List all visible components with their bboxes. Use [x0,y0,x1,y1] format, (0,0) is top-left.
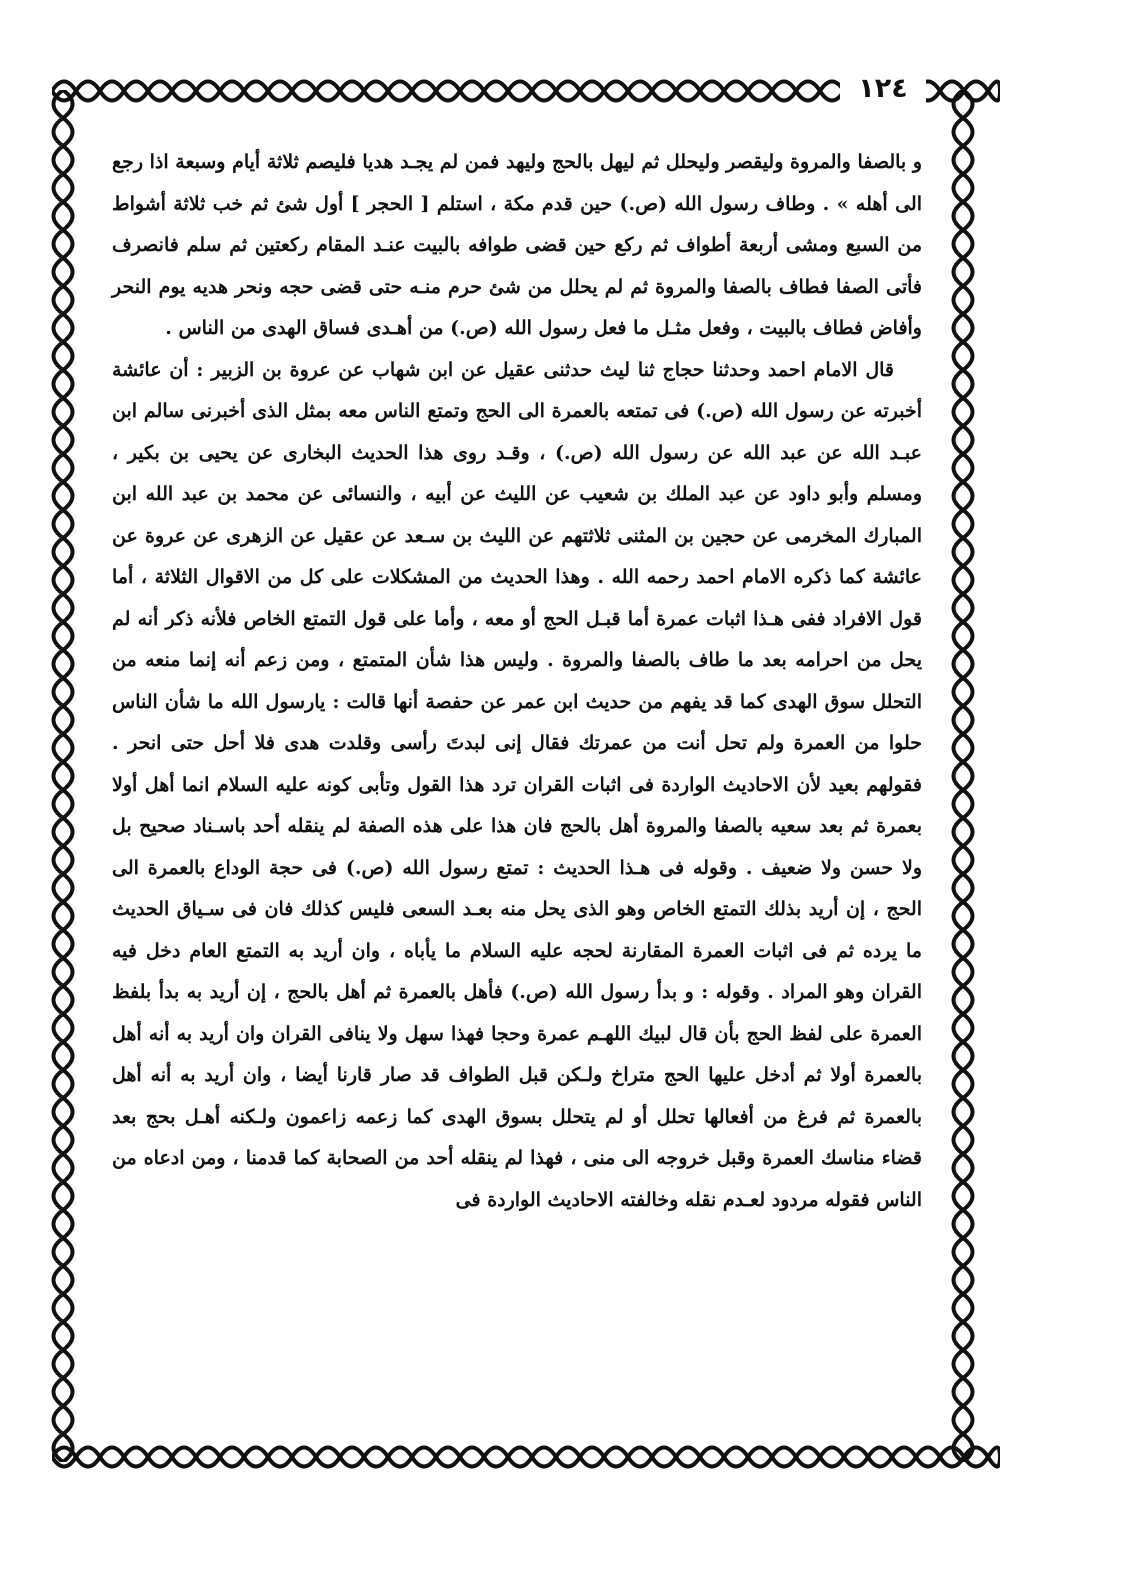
chain-border-bottom-icon [52,1434,1000,1480]
decorative-border-left [40,90,86,1462]
paragraph-1: و بالصفا والمروة وليقصر وليحلل ثم ليهل بالحج وليهد فمن لم يجـد هديا فليصم ثلاثة أيام وسبعة اذا رجع الى أهله » . وطاف رسول الله (ص.) حين قدم مكة ، استلم [ الحجر ] أول شئ ثم خب ثلاثة أشواط من السبع ومشى أربعة أطواف ثم ركع حين قضى طوافه بالبيت عنـد المقام ركعتين ثم سلم فانصرف فأتى الصفا فطاف بالصفا والمروة ثم لم يحلل من شئ حرم منـه حتى قضى حجه ونحر هديه يوم النحر وأفاض فطاف بالبيت ، وفعل مثـل ما فعل رسول الله (ص.) من أهـدى فساق الهدى من الناس . [112,151,922,339]
page-number: ١٢٤ [858,72,908,104]
page-body [112,142,922,1432]
chain-border-right-icon [940,90,986,1462]
paragraph-2: قال الامام احمد وحدثنا حجاج ثنا ليث حدثنى عقيل عن ابن شهاب عن عروة بن الزبير : أن عائشة أخبرته عن رسول الله (ص.) فى تمتعه بالعمرة الى الحج وتمتع الناس معه بمثل الذى أخبرنى سالم ابن عبـد الله عن عبد الله عن رسول الله (ص.) ، وقـد روى هذا الحديث البخارى عن يحيى بن بكير ، ومسلم وأبو داود عن عبد الملك بن شعيب عن الليث عن أبيه ، والنسائى عن محمد بن عبد الله ابن المبارك المخرمى عن حجين بن المثنى ثلاثتهم عن الليث بن سـعد عن عقيل عن الزهرى عن عروة عن عائشة كما ذكره الامام احمد رحمه الله . وهذا الحديث من المشكلات على كل من الاقوال الثلاثة ، أما قول الافراد ففى هـذا اثبات عمرة أما قبـل الحج أو معه ، وأما على قول التمتع الخاص فلأنه ذكر أنه لم يحل من احرامه بعد ما طاف بالصفا والمروة . وليس هذا شأن المتمتع ، ومن زعم أنه إنما منعه من التحلل سوق الهدى كما قد يفهم من حديث ابن عمر عن حفصة أنها قالت : يارسول الله ما شأن الناس حلوا من العمرة ولم تحل أنت من عمرتك فقال إنى لبدتَ رأسى وقلدت هدى فلا أحل حتى انحر . فقولهم بعيد لأن الاحاديث الواردة فى اثبات القران ترد هذا القول وتأبى كونه عليه السلام انما أهل أولا بعمرة ثم بعد سعيه بالصفا والمروة أهل بالحج فان هذا على هذه الصفة لم ينقله أحد باسـناد صحيح بل ولا حسن ولا ضعيف . وقوله فى هـذا الحديث : تمتع رسول الله (ص.) فى حجة الوداع بالعمرة الى الحج ، إن أريد بذلك التمتع الخاص وهو الذى يحل منه بعـد السعى فليس كذلك فان فى سـياق الحديث ما يرده ثم فى اثبات العمرة المقارنة لحجه عليه السلام ما يأباه ، وان أريد به التمتع العام دخل فيه القران وهو المراد . وقوله : و بدأ رسول الله (ص.) فأهل بالعمرة ثم أهل بالحج ، إن أريد به بدأ بلفظ العمرة على لفظ الحج بأن قال لبيك اللهـم عمرة وحجا فهذا سهل ولا ينافى القران وان أريد به أنه أهل بالعمرة أولا ثم أدخل عليها الحج متراخ ولـكن قبل الطواف قد صار قارنا أيضا ، وان أريد به أنه أهل بالعمرة ثم فرغ من أفعالها تحلل أو لم يتحلل بسوق الهدى كما زعمه زاعمون ولـكنه أهـل بحج بعد قضاء مناسك العمرة وقبل خروجه الى منى ، فهذا لم ينقله أحد من الصحابة كما قدمنا ، ومن ادعاه من الناس فقوله مردود لعـدم نقله وخالفته الاحاديث الواردة فى [112,358,922,1211]
decorative-border-bottom [52,1434,1000,1480]
page-number-container [840,68,926,108]
chain-border-left-icon [40,90,86,1462]
decorative-border-right [940,90,986,1462]
